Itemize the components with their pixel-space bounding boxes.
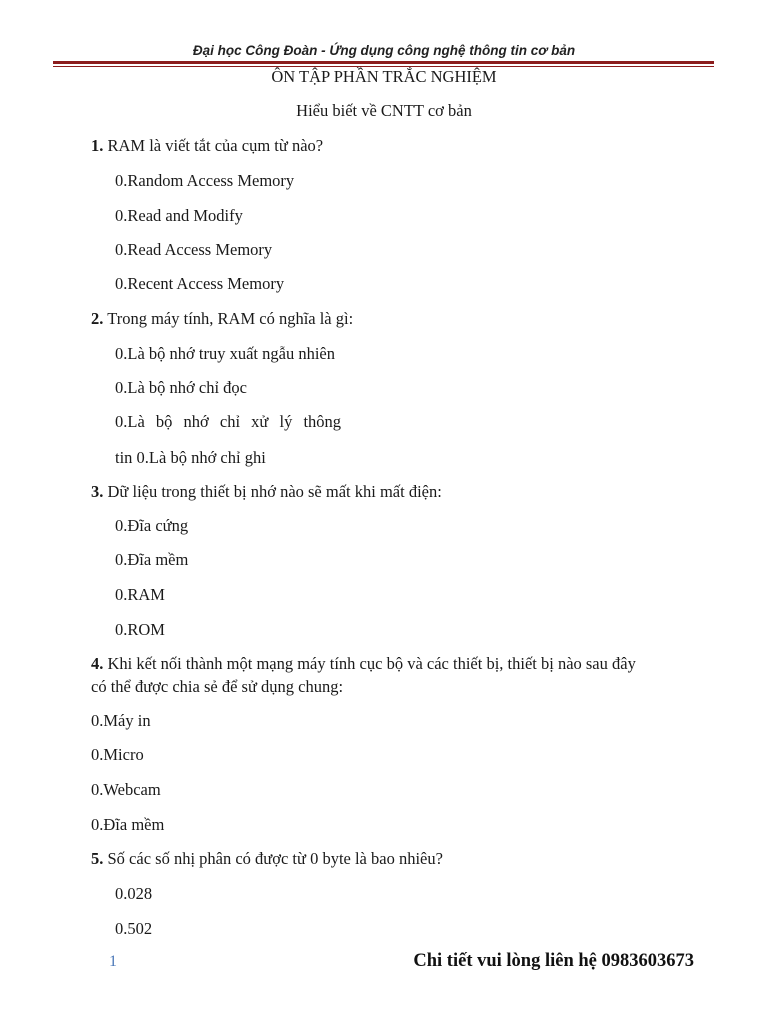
page-number: 1 xyxy=(109,953,117,970)
option-1c: 0.Read Access Memory xyxy=(115,240,273,259)
footer-contact: Chi tiết vui lòng liên hệ 0983603673 xyxy=(413,951,694,971)
question-number: 3. xyxy=(91,482,104,501)
question-text: Số các số nhị phân có được từ 0 byte là bao nhiêu? xyxy=(107,849,443,868)
option-1d: 0.Recent Access Memory xyxy=(115,274,285,293)
question-number: 2. xyxy=(91,309,104,328)
question-2 xyxy=(91,309,353,329)
header-title: Đại học Công Đoàn - Ứng dụng công nghệ thông tin cơ bản xyxy=(192,43,576,58)
option-2a: 0.Là bộ nhớ truy xuất ngẫu nhiên xyxy=(115,344,335,363)
option-2c: 0.Là bộ nhớ chỉ xử lý thông xyxy=(115,412,342,431)
option-3b: 0.Đĩa mềm xyxy=(115,550,189,569)
question-4 xyxy=(91,654,636,674)
option-2b: 0.Là bộ nhớ chỉ đọc xyxy=(115,378,247,397)
option-4c: 0.Webcam xyxy=(91,780,161,799)
question-text: RAM là viết tắt của cụm từ nào? xyxy=(107,136,324,155)
document-title: ÔN TẬP PHẦN TRẮC NGHIỆM xyxy=(271,67,497,86)
question-5 xyxy=(91,849,443,869)
option-5a: 0.028 xyxy=(115,884,153,903)
option-5b: 0.502 xyxy=(115,919,153,938)
option-3a: 0.Đĩa cứng xyxy=(115,516,189,535)
document-subtitle: Hiểu biết về CNTT cơ bản xyxy=(296,101,472,120)
option-3c: 0.RAM xyxy=(115,585,165,604)
question-4-continuation: có thể được chia sẻ để sử dụng chung: xyxy=(91,677,344,696)
option-3d: 0.ROM xyxy=(115,620,165,639)
question-3 xyxy=(91,482,442,502)
header-rule-thick xyxy=(53,61,714,64)
question-number: 1. xyxy=(91,136,104,155)
option-4a: 0.Máy in xyxy=(91,711,151,730)
option-4b: 0.Micro xyxy=(91,745,144,764)
option-2d: tin 0.Là bộ nhớ chỉ ghi xyxy=(115,448,266,467)
question-text: Dữ liệu trong thiết bị nhớ nào sẽ mất khi mất điện: xyxy=(107,482,442,501)
question-number: 4. xyxy=(91,654,104,673)
option-4d: 0.Đĩa mềm xyxy=(91,815,165,834)
question-text-line-1: Khi kết nối thành một mạng máy tính cục bộ và các thiết bị, thiết bị nào sau đây xyxy=(107,654,636,673)
option-1b: 0.Read and Modify xyxy=(115,206,243,225)
question-number: 5. xyxy=(91,849,104,868)
question-1 xyxy=(91,136,323,156)
option-1a: 0.Random Access Memory xyxy=(115,171,295,190)
question-text: Trong máy tính, RAM có nghĩa là gì: xyxy=(107,309,354,328)
